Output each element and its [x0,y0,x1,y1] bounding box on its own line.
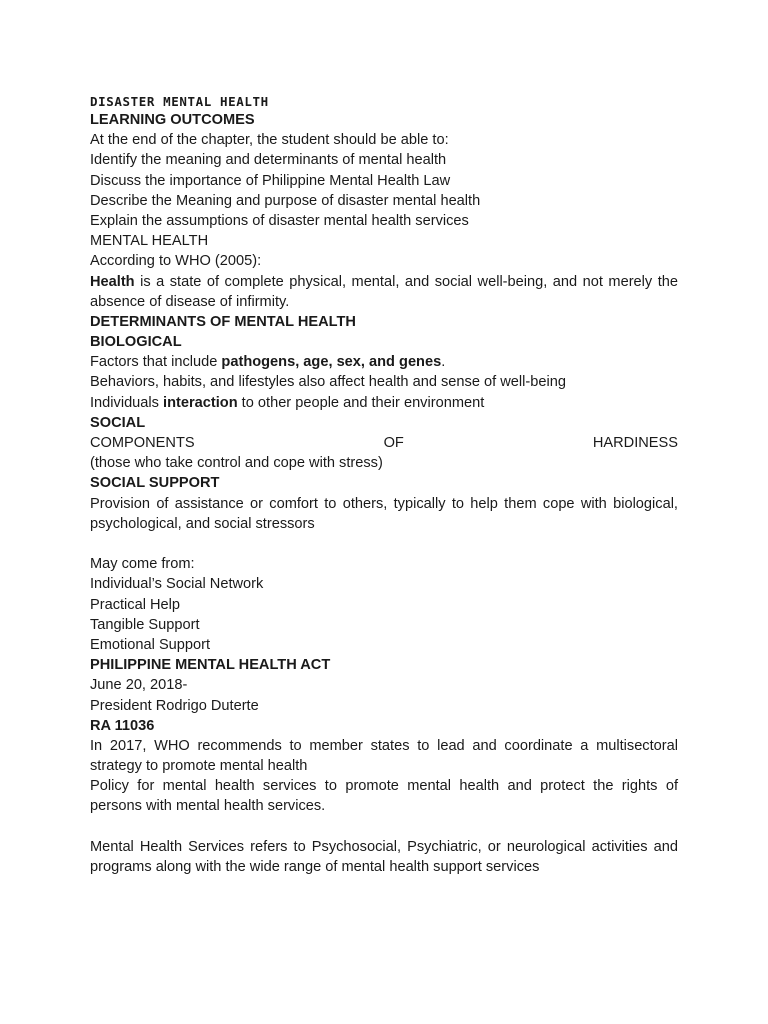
components-word: COMPONENTS [90,435,195,452]
blank-line [90,817,678,837]
factors-line [90,352,678,372]
biological-heading: BIOLOGICAL [90,334,182,351]
individuals-suffix: to other people and their environment [237,394,485,411]
document-title: DISASTER MENTAL HEALTH [90,94,269,109]
hardiness-note: (those who take control and cope with stress) [90,455,383,472]
source-item: Individual’s Social Network [90,576,264,593]
behaviors-line: Behaviors, habits, and lifestyles also affect health and sense of well-being [90,374,566,391]
individuals-bold: interaction [163,394,238,411]
may-come-from: May come from: [90,556,195,573]
ra-paragraph: In 2017, WHO recommends to member states to lead and coordinate a multisectoral strategy to promote mental health [90,737,678,775]
components-word: HARDINESS [592,435,678,452]
policy-paragraph: Policy for mental health services to promote mental health and protect the rights of persons with mental health services. [90,778,678,815]
outcome-item: Describe the Meaning and purpose of disaster mental health [90,192,481,209]
learning-outcomes-heading: LEARNING OUTCOMES [90,112,255,128]
mental-health-heading: MENTAL HEALTH [90,233,209,250]
pmha-president: President Rodrigo Duterte [90,697,259,714]
outcome-item: Discuss the importance of Philippine Mental Health Law [90,172,451,189]
health-term: Health [90,273,135,290]
who-line: According to WHO (2005): [90,253,262,270]
document-body [90,94,678,877]
outcome-item: Identify the meaning and determinants of mental health [90,152,447,169]
components-word: OF [383,435,404,452]
components-line [90,433,678,453]
factors-prefix: Factors that include [90,354,222,371]
health-definition: is a state of complete physical, mental, and social well-being, and not merely the absence of disease of infirmity. [90,273,678,310]
health-definition-paragraph [90,272,678,312]
source-item: Tangible Support [90,616,200,633]
outcome-item: Explain the assumptions of disaster mental health services [90,212,469,229]
factors-bold: pathogens, age, sex, and genes [221,354,442,371]
individuals-prefix: Individuals [90,394,164,411]
blank-line [90,534,678,554]
individuals-line [90,393,678,413]
social-support-definition: Provision of assistance or comfort to others, typically to help them cope with biological, psychological, and social stressors [90,495,678,532]
social-heading: SOCIAL [90,414,146,431]
source-item: Emotional Support [90,636,211,653]
social-support-heading: SOCIAL SUPPORT [90,475,220,492]
mhs-definition: Mental Health Services refers to Psychosocial, Psychiatric, or neurological activities and programs along with the wide range of mental health support services [90,838,678,876]
intro-line: At the end of the chapter, the student should be able to: [90,132,449,149]
factors-suffix: . [441,354,446,371]
determinants-heading: DETERMINANTS OF MENTAL HEALTH [90,313,356,330]
source-item: Practical Help [90,596,181,613]
pmha-heading: PHILIPPINE MENTAL HEALTH ACT [90,657,331,674]
ra-heading: RA 11036 [90,717,155,734]
pmha-date: June 20, 2018- [90,677,188,694]
